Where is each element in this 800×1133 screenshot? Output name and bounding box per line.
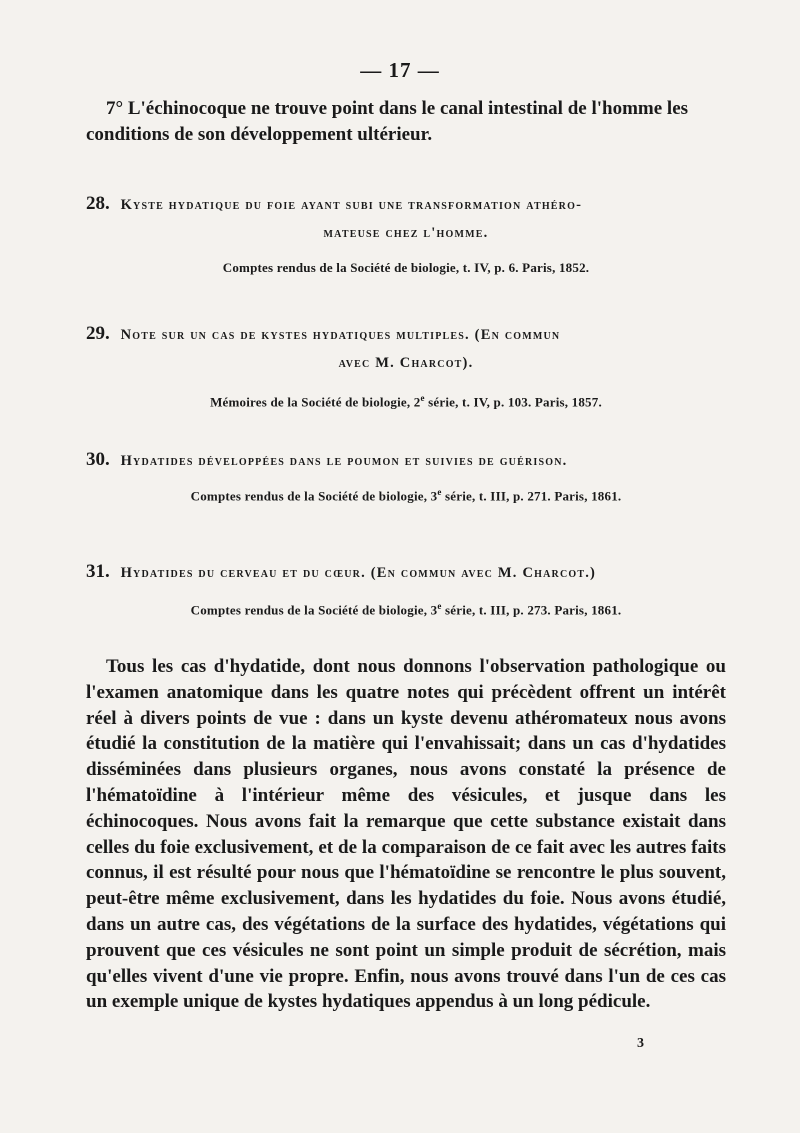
entry-title-text: Hydatides développées dans le poumon et suivies de guérison. [120,453,568,469]
entry-title-text: Note sur un cas de kystes hydatiques multiples. (En commun [120,327,561,343]
reference-text-end: série, t. III, p. 273. Paris, 1861. [441,602,622,618]
entry-reference [86,595,726,621]
reference-text-end: série, t. IV, p. 103. Paris, 1857. [424,394,602,410]
reference-text: Comptes rendus de la Société de biologie, 3 [190,488,438,504]
entry-28 [86,190,726,279]
reference-text: Mémoires de la Société de biologie, 2 [210,394,421,410]
entry-30 [86,446,726,507]
page-number: — 17 — [360,58,440,82]
body-paragraph: Tous les cas d'hydatide, dont nous donnons l'observation pathologique ou l'examen anatomique dans les quatre notes qui précèdent offrent un intérêt réel à divers points de vue : dans un kyste devenu athéromateux nous avons étudié la constitution de la matière qui l'envahissait; dans un cas d'hydatides disséminées dans plusieurs organes, nous avons constaté la présence de l'hématoïdine à l'intérieur même des vésicules, et jusque dans les échinocoques. Nous avons fait la remarque que cette substance existait dans celles du foie exclusivement, et de la comparaison de ce fait avec les autres faits connus, il est résulté pour nous que l'hématoïdine se rencontre le plus souvent, peut-être même exclusivement, dans les hydatides du foie. Nous avons étudié, dans un autre cas, des végétations de la surface des hydatides, végétations qui prouvent que ces vésicules ne sont point un simple produit de sécrétion, mais qu'elles vivent d'une vie propre. Enfin, nous avons trouvé dans l'un de ces cas un exemple unique de kystes hydatiques appendus à un long pédicule. [86,656,726,1013]
reference-text: Comptes rendus de la Société de biologie, 3 [190,602,438,618]
entry-number: 29. [86,323,110,344]
entry-29 [86,320,726,413]
entry-title [86,320,726,377]
entry-title-text: Kyste hydatique du foie ayant subi une transformation athéro- [120,197,583,213]
entry-31 [86,558,726,621]
entry-title [86,558,726,587]
entry-title-continuation: avec M. Charcot). [338,355,474,371]
entry-title [86,190,726,247]
entry-number: 28. [86,193,110,214]
entry-title [86,446,726,475]
reference-superscript: e [437,487,442,497]
reference-superscript: e [420,393,425,403]
entry-reference: Comptes rendus de la Société de biologie, t. IV, p. 6. Paris, 1852. [222,260,590,275]
entry-number: 31. [86,561,110,582]
reference-text-end: série, t. III, p. 271. Paris, 1861. [441,488,622,504]
entry-reference [86,387,726,413]
entry-number: 30. [86,449,110,470]
intro-paragraph: 7° L'échinocoque ne trouve point dans le canal intestinal de l'homme les conditions de son développement ultérieur. [86,98,689,145]
entry-title-text: Hydatides du cerveau et du cœur. (En commun avec M. Charcot.) [120,565,597,581]
entry-reference [86,481,726,507]
reference-superscript: e [437,601,442,611]
signature-mark: 3 [637,1036,644,1051]
entry-title-continuation: mateuse chez l'homme. [323,225,489,241]
